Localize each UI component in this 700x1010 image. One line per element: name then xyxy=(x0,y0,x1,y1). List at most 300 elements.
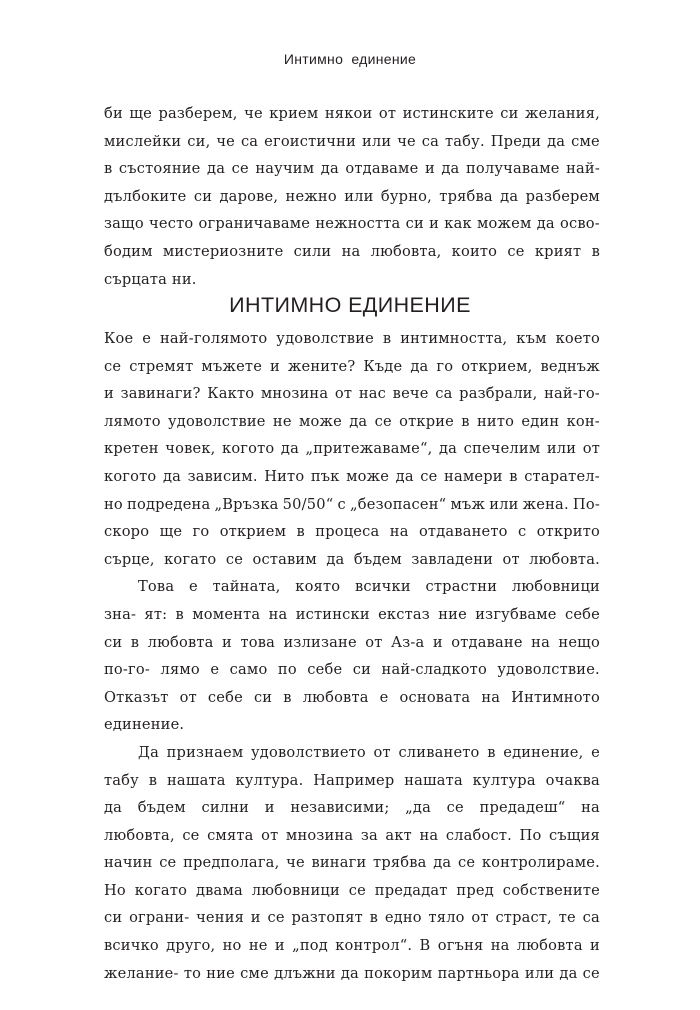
word: отдаването xyxy=(418,523,508,541)
word: признаем xyxy=(166,743,244,761)
word: тяло xyxy=(428,909,465,927)
word: Нито xyxy=(264,467,305,485)
word: Интимното xyxy=(511,688,600,706)
word: да xyxy=(349,412,368,430)
word: акт xyxy=(385,826,412,844)
word: нас xyxy=(358,385,387,403)
word: По- xyxy=(572,495,600,513)
word: си, xyxy=(187,132,211,150)
word: всичко xyxy=(104,937,159,955)
word: от xyxy=(179,688,197,706)
word: Кое xyxy=(104,330,134,347)
word: двама xyxy=(195,881,243,899)
word: страст, xyxy=(495,909,553,927)
word: най- xyxy=(566,160,600,178)
word: осво- xyxy=(560,215,600,233)
word: покорим xyxy=(364,964,433,982)
word: удоволствието xyxy=(251,743,366,761)
word: табу xyxy=(104,771,139,789)
word: контролираме. xyxy=(481,854,600,872)
word: защо xyxy=(104,215,144,233)
word: предадат xyxy=(374,881,448,899)
word: трябва xyxy=(439,187,493,205)
word: не xyxy=(272,412,292,430)
text-line xyxy=(104,325,600,353)
text-line xyxy=(104,238,600,266)
word: предадеш“ xyxy=(479,799,566,817)
word: в xyxy=(382,330,392,347)
word: с xyxy=(337,495,346,513)
text-line xyxy=(104,546,600,574)
word: не xyxy=(248,937,268,955)
word: би xyxy=(104,105,123,122)
word: изгубваме xyxy=(475,605,557,623)
word: ят: xyxy=(144,605,168,623)
word: се xyxy=(104,357,122,375)
word: да xyxy=(500,187,519,205)
text-line xyxy=(104,100,600,128)
word: един xyxy=(521,412,560,430)
word: и xyxy=(264,799,275,817)
word: или xyxy=(344,187,374,205)
word: бурно, xyxy=(380,187,432,205)
word: е xyxy=(142,330,152,347)
word: и xyxy=(429,215,440,233)
text-line xyxy=(104,573,600,601)
word: спечелим xyxy=(463,440,541,458)
word: се xyxy=(582,964,600,982)
word: са xyxy=(582,909,600,927)
word: към xyxy=(516,330,547,347)
word: се xyxy=(231,160,249,178)
text-line xyxy=(104,904,600,932)
word: сме xyxy=(240,964,269,982)
word: те xyxy=(558,909,576,927)
word: се xyxy=(348,881,366,899)
word: по xyxy=(277,661,297,679)
word: Но xyxy=(104,881,126,899)
word: когато xyxy=(164,550,217,568)
word: от xyxy=(365,633,383,651)
word: истински xyxy=(295,605,370,623)
word: ще xyxy=(129,105,152,122)
word: чения xyxy=(196,909,245,927)
word: е xyxy=(591,743,600,761)
word: подредена xyxy=(127,495,211,513)
word: да xyxy=(320,160,339,178)
word: че xyxy=(286,854,305,872)
word: то xyxy=(183,964,202,982)
word: удоволствие. xyxy=(497,661,600,679)
text-line xyxy=(104,518,600,546)
word: „Връзка xyxy=(214,495,279,513)
word: себе xyxy=(207,688,243,706)
word: скоро xyxy=(104,523,150,541)
word: когато xyxy=(134,881,188,899)
word: вече xyxy=(392,385,429,403)
word: си xyxy=(104,633,123,651)
word: открие xyxy=(399,412,455,430)
word: мъжете xyxy=(201,357,263,375)
text-line xyxy=(104,767,600,795)
word: кон- xyxy=(566,412,600,430)
word: разберем, xyxy=(158,105,238,122)
word: „безопасен“ xyxy=(349,495,447,513)
word: намери xyxy=(444,467,503,485)
word: да xyxy=(439,440,458,458)
word: да xyxy=(536,215,555,233)
word: ние xyxy=(438,605,467,623)
word: нашата xyxy=(167,771,226,789)
word: любовта xyxy=(516,937,583,955)
word: или xyxy=(546,440,577,458)
word: се xyxy=(457,854,476,872)
word: крият xyxy=(534,242,582,260)
word: получаваме xyxy=(465,160,560,178)
word: сме xyxy=(571,132,600,150)
word: когото xyxy=(104,467,157,485)
word: да xyxy=(326,550,345,568)
word: пред xyxy=(456,881,494,899)
word: сили xyxy=(293,242,332,260)
word: и xyxy=(590,937,600,955)
word: но xyxy=(104,495,123,513)
word: любовта. xyxy=(529,550,600,568)
word: най-сладкото xyxy=(381,661,487,679)
word: си xyxy=(500,105,519,122)
text-line xyxy=(104,794,600,822)
text-line xyxy=(104,822,600,850)
word: си xyxy=(253,688,273,706)
word: нежно xyxy=(285,187,337,205)
word: от xyxy=(502,550,520,568)
word: начин xyxy=(104,854,153,872)
word: се xyxy=(182,826,200,844)
word: култура. xyxy=(235,771,304,789)
word: мислейки xyxy=(104,132,182,150)
word: с xyxy=(517,523,527,541)
word: любовта, xyxy=(370,242,442,260)
word: да xyxy=(547,132,566,150)
word: длъжни xyxy=(274,964,336,982)
word: в xyxy=(461,412,470,430)
word: или xyxy=(524,964,555,982)
text-line xyxy=(104,877,600,905)
word: на xyxy=(389,523,409,541)
word: лямо xyxy=(160,661,200,679)
word: желания, xyxy=(525,105,600,122)
text-line xyxy=(104,128,600,156)
word: са xyxy=(240,132,259,150)
word: удоволствие xyxy=(167,412,266,430)
word: очаква xyxy=(545,771,600,789)
word: от xyxy=(373,743,391,761)
text-line xyxy=(104,739,600,767)
word: старател- xyxy=(524,467,600,485)
word: се xyxy=(267,909,285,927)
text-line xyxy=(104,684,600,712)
word: удоволствие xyxy=(276,330,374,347)
word: мнозина xyxy=(285,826,354,844)
word: Преди xyxy=(490,132,542,150)
word: на xyxy=(419,826,439,844)
top-paragraph xyxy=(104,100,600,293)
word: основата xyxy=(399,688,471,706)
word: друго, xyxy=(166,937,216,955)
word: момента xyxy=(192,605,261,623)
word: мнозина xyxy=(260,385,329,403)
word: Това xyxy=(138,578,175,596)
text-line xyxy=(104,210,600,238)
word: или xyxy=(489,495,519,513)
text-line: сърцата ни. xyxy=(104,270,197,288)
word: ограничаваме xyxy=(198,215,311,233)
word: независими; xyxy=(290,799,390,817)
word: В xyxy=(419,937,431,955)
word: да xyxy=(410,357,429,375)
word: състояние xyxy=(118,160,201,178)
word: Отказът xyxy=(104,688,169,706)
word: от xyxy=(261,826,279,844)
word: на xyxy=(531,633,550,651)
word: можем xyxy=(476,215,532,233)
word: егоистични xyxy=(264,132,357,150)
word: на xyxy=(481,688,501,706)
word: жена. xyxy=(522,495,569,513)
word: се xyxy=(374,412,392,430)
word: и xyxy=(104,385,114,403)
word: любовта xyxy=(147,633,214,651)
word: разбрали, xyxy=(459,385,538,403)
word: завинаги? xyxy=(120,385,201,403)
word: и xyxy=(250,909,261,927)
word: как xyxy=(444,215,472,233)
word: собствените xyxy=(502,881,600,899)
word: огъня xyxy=(437,937,484,955)
word: често xyxy=(149,215,194,233)
word: крием xyxy=(269,105,319,122)
word: се xyxy=(446,799,464,817)
word: в xyxy=(130,633,140,651)
word: смята xyxy=(207,826,254,844)
word: която xyxy=(295,578,341,596)
word: бъдем xyxy=(353,550,402,568)
word: че xyxy=(244,105,263,122)
word: и xyxy=(432,633,443,651)
word: или xyxy=(361,132,392,150)
word: и xyxy=(274,937,285,955)
word: 50/50“ xyxy=(282,495,334,513)
word: любовници xyxy=(251,881,340,899)
word: в xyxy=(369,909,379,927)
word: любовта xyxy=(302,688,369,706)
word: кретен xyxy=(104,440,159,458)
word: в xyxy=(509,467,518,485)
word: интимността, xyxy=(400,330,508,347)
word: сливането xyxy=(398,743,480,761)
word: което xyxy=(555,330,600,347)
text-line xyxy=(104,435,600,463)
word: лямото xyxy=(104,412,161,430)
text-line xyxy=(104,849,600,877)
word: оставим xyxy=(252,550,317,568)
word: силни xyxy=(201,799,250,817)
word: на xyxy=(490,937,510,955)
word: „притежаваме“, xyxy=(305,440,433,458)
word: го xyxy=(192,523,210,541)
word: в xyxy=(104,160,113,178)
word: на xyxy=(341,242,361,260)
word: мистериозните xyxy=(162,242,284,260)
text-line xyxy=(104,960,600,988)
text-line xyxy=(104,629,600,657)
word: ще xyxy=(159,523,183,541)
word: желание- xyxy=(104,964,179,982)
word: нито xyxy=(477,412,515,430)
text-line xyxy=(104,656,600,684)
word: по-го- xyxy=(104,661,151,679)
word: разберем xyxy=(525,187,600,205)
word: Например xyxy=(313,771,395,789)
word: на xyxy=(268,605,288,623)
word: открием xyxy=(219,523,287,541)
word: единение, xyxy=(503,743,584,761)
word: може xyxy=(346,467,390,485)
word: когото xyxy=(222,440,275,458)
word: човек, xyxy=(165,440,216,458)
text-line xyxy=(104,183,600,211)
word: себе xyxy=(307,661,343,679)
text-line xyxy=(104,491,600,519)
word: които xyxy=(451,242,498,260)
word: всички xyxy=(354,578,411,596)
word: стремят xyxy=(129,357,194,375)
word: страстни xyxy=(425,578,498,596)
word: Да xyxy=(138,743,159,761)
word: зна- xyxy=(104,605,137,623)
word: се xyxy=(507,242,525,260)
word: си xyxy=(104,909,123,927)
word: жените? xyxy=(287,357,356,375)
text-line xyxy=(104,932,600,960)
word: да xyxy=(395,467,414,485)
word: любовта, xyxy=(104,826,175,844)
word: да xyxy=(441,160,460,178)
section-heading: ИНТИМНО ЕДИНЕНИЕ xyxy=(229,293,471,317)
word: екстаз xyxy=(378,605,430,623)
word: научим xyxy=(255,160,315,178)
word: че xyxy=(397,132,416,150)
word: от xyxy=(582,440,600,458)
word: това xyxy=(240,633,276,651)
text-line xyxy=(104,408,600,436)
word: винаги xyxy=(311,854,367,872)
word: сърце, xyxy=(104,550,155,568)
word: най-го- xyxy=(544,385,600,403)
word: някои xyxy=(324,105,373,122)
word: от xyxy=(471,909,489,927)
word: в xyxy=(591,242,600,260)
word: отдаване xyxy=(451,633,523,651)
word: че xyxy=(216,132,236,150)
word: веднъж xyxy=(540,357,600,375)
word: нашата xyxy=(404,771,463,789)
word: от xyxy=(334,385,353,403)
word: най-голямото xyxy=(159,330,268,347)
word: любовници xyxy=(511,578,600,596)
word: за xyxy=(360,826,378,844)
word: и xyxy=(270,357,280,375)
text-line xyxy=(104,155,600,183)
word: Аз-а xyxy=(390,633,425,651)
word: да xyxy=(559,964,578,982)
word: култура xyxy=(472,771,536,789)
word: мъж xyxy=(450,495,486,513)
word: се xyxy=(225,550,244,568)
word: контрол“. xyxy=(335,937,413,955)
body-text xyxy=(104,325,600,987)
word: излизане xyxy=(283,633,357,651)
word: в xyxy=(487,743,496,761)
word: е xyxy=(188,578,198,596)
word: нещо xyxy=(558,633,600,651)
word: разтопят xyxy=(291,909,363,927)
word: в xyxy=(296,523,305,541)
word: в xyxy=(148,771,158,789)
word: дарове, xyxy=(219,187,279,205)
word: табу. xyxy=(445,132,485,150)
word: „под xyxy=(292,937,328,955)
word: истинските xyxy=(402,105,494,122)
word: процеса xyxy=(315,523,380,541)
word: се xyxy=(420,467,438,485)
word: да xyxy=(280,440,299,458)
word: Както xyxy=(207,385,255,403)
word: в xyxy=(175,605,184,623)
word: е xyxy=(210,661,220,679)
word: само xyxy=(229,661,268,679)
word: нежността xyxy=(315,215,401,233)
word: си xyxy=(193,187,213,205)
word: е xyxy=(379,688,389,706)
word: да xyxy=(340,964,359,982)
word: бъдем xyxy=(137,799,186,817)
word: ние xyxy=(206,964,235,982)
word: себе xyxy=(564,605,600,623)
word: зависим. xyxy=(187,467,258,485)
word: и xyxy=(424,160,435,178)
word: са xyxy=(435,385,453,403)
word: завладени xyxy=(411,550,494,568)
word: Къде xyxy=(363,357,403,375)
text-line xyxy=(104,380,600,408)
word: пък xyxy=(310,467,340,485)
running-head: Интимно единение xyxy=(283,51,417,67)
word: трябва xyxy=(373,854,427,872)
word: партньора xyxy=(437,964,520,982)
word: слабост. xyxy=(445,826,513,844)
word: от xyxy=(378,105,397,122)
word: дълбоките xyxy=(104,187,187,205)
word: да xyxy=(433,854,452,872)
word: са xyxy=(421,132,440,150)
word: тайната, xyxy=(212,578,281,596)
word: бодим xyxy=(104,242,153,260)
word: открито xyxy=(536,523,600,541)
text-line: единение. xyxy=(104,716,185,734)
word: на xyxy=(581,799,600,817)
text-line xyxy=(104,463,600,491)
